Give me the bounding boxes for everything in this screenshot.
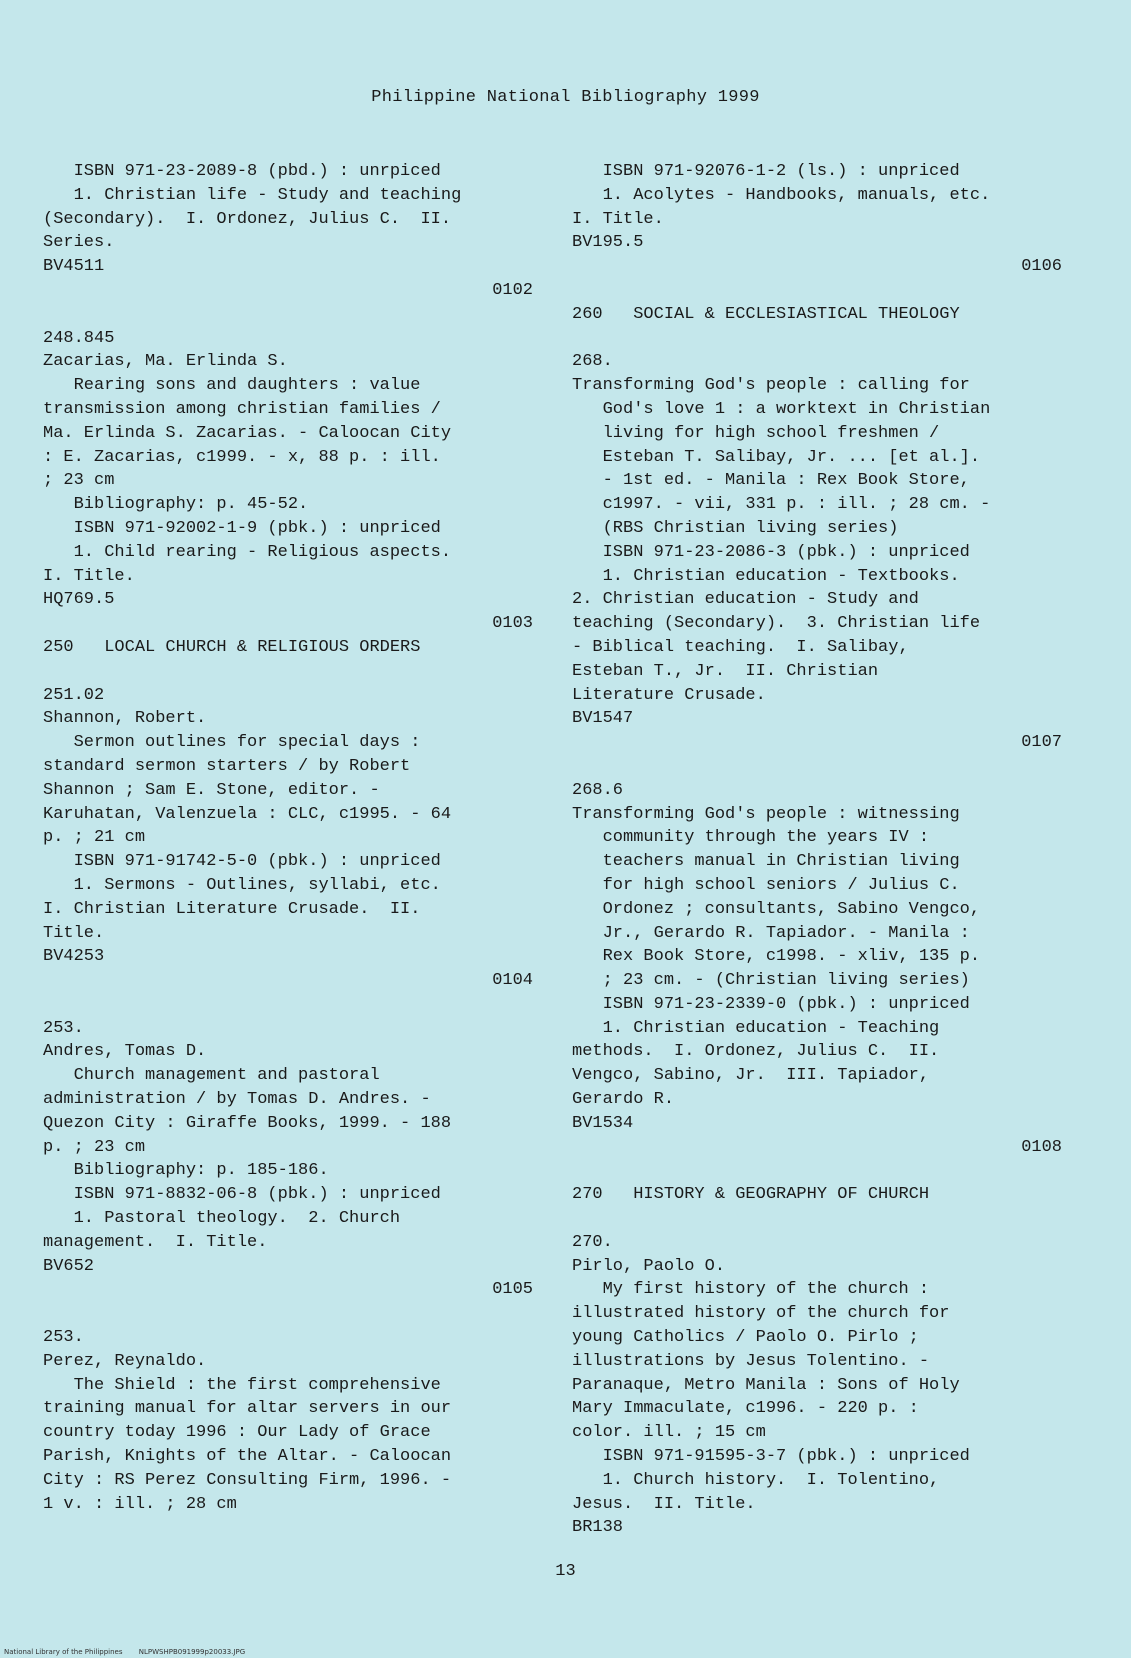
footer — [4, 1648, 259, 1656]
entry-line: 1. Church history. I. Tolentino, — [572, 1470, 940, 1490]
entry-line: illustrated history of the church for — [572, 1304, 950, 1324]
blank-line — [43, 993, 533, 1017]
entry-line: Paranaque, Metro Manila : Sons of Holy — [572, 1375, 960, 1395]
entry-line: 268.6 — [572, 780, 624, 800]
entry-line: ISBN 971-91742-5-0 (pbk.) : unpriced — [43, 852, 441, 872]
entry-line: - 1st ed. - Manila : Rex Book Store, — [572, 471, 970, 491]
blank-line — [43, 660, 533, 684]
entry-line: (RBS Christian living series) — [572, 518, 899, 538]
entry-line: 1. Pastoral theology. 2. Church — [43, 1209, 401, 1229]
entry-line: 268. — [572, 352, 613, 372]
entry-line: Karuhatan, Valenzuela : CLC, c1995. - 64 — [43, 804, 452, 824]
entry-line: BV1547 — [572, 709, 634, 729]
entry-line: BV1534 — [572, 1113, 634, 1133]
entry-line: Vengco, Sabino, Jr. III. Tapiador, — [572, 1066, 930, 1086]
entry-line: ; 23 cm — [43, 471, 115, 491]
entry-line: p. ; 23 cm — [43, 1137, 146, 1157]
record-number: 0108 — [1021, 1137, 1062, 1157]
entry-line: Perez, Reynaldo. — [43, 1351, 207, 1371]
entry-line: Andres, Tomas D. — [43, 1042, 207, 1062]
blank-line — [572, 1207, 1062, 1231]
entry-line: Zacarias, Ma. Erlinda S. — [43, 352, 288, 372]
entry-line: Rearing sons and daughters : value — [43, 376, 421, 396]
entry-line: I. Title. — [572, 209, 664, 229]
record-number: 0104 — [492, 971, 533, 991]
entry-line: 1. Christian education - Teaching — [572, 1018, 940, 1038]
entry-line: Shannon ; Sam E. Stone, editor. - — [43, 780, 380, 800]
blank-line — [572, 755, 1062, 779]
entry-line: illustrations by Jesus Tolentino. - — [572, 1351, 930, 1371]
entry-line: 1. Christian life - Study and teaching — [43, 185, 462, 205]
entry-line: Title. — [43, 923, 105, 943]
entry-line: color. ill. ; 15 cm — [572, 1423, 766, 1443]
entry-line: 1. Sermons - Outlines, syllabi, etc. — [43, 875, 441, 895]
entry-line: BV4511 — [43, 257, 105, 277]
entry-line: ISBN 971-92076-1-2 (ls.) : unpriced — [572, 162, 960, 181]
entry-line: teachers manual in Christian living — [572, 852, 960, 872]
record-number: 0103 — [492, 614, 533, 634]
entry-line: God's love 1 : a worktext in Christian — [572, 399, 991, 419]
entry-line: Literature Crusade. — [572, 685, 766, 705]
entry-line: Jr., Gerardo R. Tapiador. - Manila : — [572, 923, 970, 943]
page-number: 13 — [555, 1562, 576, 1581]
entry-line: Ordonez ; consultants, Sabino Vengco, — [572, 899, 981, 919]
entry-line: Esteban T. Salibay, Jr. ... [et al.]. — [572, 447, 981, 467]
entry-line: administration / by Tomas D. Andres. - — [43, 1090, 431, 1110]
entry-line: Bibliography: p. 45-52. — [43, 495, 309, 515]
entry-line: c1997. - vii, 331 p. : ill. ; 28 cm. - — [572, 495, 991, 515]
entry-line: 2. Christian education - Study and — [572, 590, 919, 610]
bibliographic-entry — [572, 1231, 1062, 1540]
entry-line: Rex Book Store, c1998. - xliv, 135 p. — [572, 947, 981, 967]
entry-line: training manual for altar servers in our — [43, 1399, 452, 1419]
entry-line: young Catholics / Paolo O. Pirlo ; — [572, 1328, 919, 1348]
section-heading: 250 LOCAL CHURCH & RELIGIOUS ORDERS — [43, 637, 421, 657]
entry-line: teaching (Secondary). 3. Christian life — [572, 614, 981, 634]
entry-line: BV195.5 — [572, 233, 644, 253]
entry-line: 251.02 — [43, 685, 105, 705]
entry-line: 1 v. : ill. ; 28 cm — [43, 1494, 237, 1514]
record-number: 0102 — [492, 280, 533, 300]
footer-institution: National Library of the Philippines — [4, 1648, 123, 1656]
entry-line: Transforming God's people : witnessing — [572, 804, 960, 824]
entry-line: 1. Acolytes - Handbooks, manuals, etc. — [572, 185, 991, 205]
record-number: 0107 — [1021, 733, 1062, 753]
entry-line: Shannon, Robert. — [43, 709, 207, 729]
entry-line: Mary Immaculate, c1996. - 220 p. : — [572, 1399, 919, 1419]
blank-line — [572, 279, 1062, 303]
bibliographic-entry — [43, 327, 533, 636]
entry-line: BV652 — [43, 1256, 95, 1276]
page-header: Philippine National Bibliography 1999 — [371, 88, 760, 107]
entry-line: ISBN 971-92002-1-9 (pbk.) : unpriced — [43, 518, 441, 538]
record-number: 0105 — [492, 1280, 533, 1300]
record-number: 0106 — [1021, 257, 1062, 277]
entry-line: living for high school freshmen / — [572, 423, 940, 443]
bibliographic-entry — [572, 779, 1062, 1160]
right-column — [572, 160, 1062, 1540]
entry-line: I. Christian Literature Crusade. II. — [43, 899, 421, 919]
entry-line: ISBN 971-23-2089-8 (pbd.) : unrpiced — [43, 162, 441, 181]
bibliographic-entry — [43, 160, 533, 303]
entry-line: country today 1996 : Our Lady of Grace — [43, 1423, 431, 1443]
entry-line: standard sermon starters / by Robert — [43, 756, 411, 776]
entry-line: Church management and pastoral — [43, 1066, 380, 1086]
entry-line: (Secondary). I. Ordonez, Julius C. II. — [43, 209, 452, 229]
entry-line: Gerardo R. — [572, 1090, 675, 1110]
entry-line: Esteban T., Jr. II. Christian — [572, 661, 879, 681]
bibliographic-entry — [572, 160, 1062, 279]
entry-line: BR138 — [572, 1518, 624, 1538]
bibliographic-entry — [43, 1326, 533, 1516]
section-heading: 260 SOCIAL & ECCLESIASTICAL THEOLOGY — [572, 304, 960, 324]
entry-line: 253. — [43, 1328, 84, 1348]
bibliographic-entry — [43, 684, 533, 993]
entry-line: methods. I. Ordonez, Julius C. II. — [572, 1042, 940, 1062]
entry-line: Quezon City : Giraffe Books, 1999. - 188 — [43, 1113, 452, 1133]
bibliographic-entry — [43, 1017, 533, 1303]
bibliographic-entry — [572, 350, 1062, 755]
entry-line: 1. Child rearing - Religious aspects. — [43, 542, 452, 562]
entry-line: 1. Christian education - Textbooks. — [572, 566, 960, 586]
entry-line: Bibliography: p. 185-186. — [43, 1161, 329, 1181]
entry-line: transmission among christian families / — [43, 399, 441, 419]
entry-line: ISBN 971-23-2339-0 (pbk.) : unpriced — [572, 994, 970, 1014]
entry-line: p. ; 21 cm — [43, 828, 146, 848]
entry-line: Ma. Erlinda S. Zacarias. - Caloocan City — [43, 423, 452, 443]
entry-line: : E. Zacarias, c1999. - x, 88 p. : ill. — [43, 447, 441, 467]
entry-line: ISBN 971-23-2086-3 (pbk.) : unpriced — [572, 542, 970, 562]
blank-line — [43, 1302, 533, 1326]
entry-line: Sermon outlines for special days : — [43, 733, 421, 753]
blank-line — [43, 303, 533, 327]
entry-line: 270. — [572, 1232, 613, 1252]
left-column — [43, 160, 533, 1516]
entry-line: The Shield : the first comprehensive — [43, 1375, 441, 1395]
entry-line: - Biblical teaching. I. Salibay, — [572, 637, 909, 657]
entry-line: management. I. Title. — [43, 1232, 268, 1252]
blank-line — [572, 327, 1062, 351]
entry-line: Series. — [43, 233, 115, 253]
blank-line — [572, 1159, 1062, 1183]
entry-line: BV4253 — [43, 947, 105, 967]
entry-line: community through the years IV : — [572, 828, 930, 848]
entry-line: Transforming God's people : calling for — [572, 376, 970, 396]
entry-line: 248.845 — [43, 328, 115, 348]
entry-line: Pirlo, Paolo O. — [572, 1256, 726, 1276]
entry-line: Jesus. II. Title. — [572, 1494, 756, 1514]
entry-line: for high school seniors / Julius C. — [572, 875, 960, 895]
entry-line: My first history of the church : — [572, 1280, 930, 1300]
entry-line: HQ769.5 — [43, 590, 115, 610]
entry-line: City : RS Perez Consulting Firm, 1996. - — [43, 1470, 452, 1490]
entry-line: ISBN 971-91595-3-7 (pbk.) : unpriced — [572, 1447, 970, 1467]
footer-file: NLPWSHPB091999p20033.JPG — [138, 1648, 246, 1656]
entry-line: 253. — [43, 1018, 84, 1038]
entry-line: Parish, Knights of the Altar. - Caloocan — [43, 1447, 452, 1467]
entry-line: I. Title. — [43, 566, 135, 586]
entry-line: ISBN 971-8832-06-8 (pbk.) : unpriced — [43, 1185, 441, 1205]
section-heading: 270 HISTORY & GEOGRAPHY OF CHURCH — [572, 1185, 930, 1205]
entry-line: ; 23 cm. - (Christian living series) — [572, 971, 970, 991]
